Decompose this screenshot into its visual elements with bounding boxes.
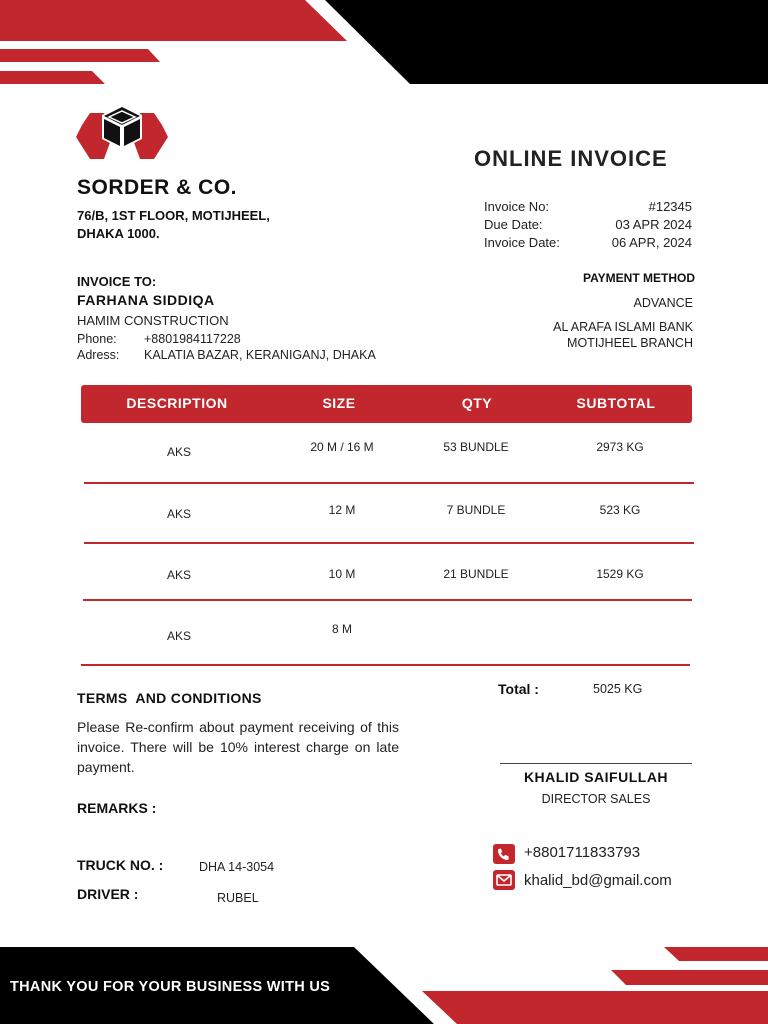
terms-text: Please Re-confirm about payment receiving of this invoice. There will be 10% interest charge on late payment. — [77, 719, 399, 775]
company-name: SORDER & CO. — [77, 176, 238, 199]
invoice-date-value: 06 APR, 2024 — [611, 235, 692, 250]
header-red-band-2 — [0, 49, 160, 62]
header-red-band-3 — [0, 71, 105, 84]
header-subtotal: SUBTOTAL — [576, 395, 656, 411]
row-description: AKS — [166, 568, 192, 582]
header-description: DESCRIPTION — [126, 395, 228, 411]
total-label: Total : — [498, 681, 539, 697]
total-value: 5025 KG — [593, 682, 643, 696]
client-address-label: Adress: — [77, 348, 120, 362]
row-subtotal: 1529 KG — [596, 567, 644, 581]
email-icon — [493, 870, 515, 890]
header-qty: QTY — [461, 395, 493, 411]
row-description: AKS — [166, 507, 192, 521]
header-size: SIZE — [322, 395, 356, 411]
client-name: FARHANA SIDDIQA — [77, 292, 215, 308]
header-red-band-1 — [0, 0, 347, 41]
row-description: AKS — [166, 445, 192, 459]
invoice-no-label: Invoice No: — [484, 199, 550, 214]
contact-phone: +8801711833793 — [524, 844, 641, 861]
signatory-role: DIRECTOR SALES — [541, 792, 651, 806]
header-decoration — [0, 0, 768, 90]
footer-red-band-3 — [422, 991, 768, 1024]
truck-no-value: DHA 14-3054 — [199, 860, 275, 874]
remarks-label: REMARKS : — [77, 800, 157, 816]
row-size: 12 M — [328, 503, 356, 517]
signature-line — [500, 763, 692, 764]
company-address — [77, 207, 270, 243]
row-divider — [83, 599, 692, 601]
row-subtotal: 2973 KG — [596, 440, 644, 454]
row-qty: 53 BUNDLE — [443, 440, 509, 454]
row-qty: 7 BUNDLE — [446, 503, 506, 517]
invoice-title: ONLINE INVOICE — [474, 146, 668, 171]
invoice-no-value: #12345 — [648, 199, 692, 214]
payment-method-value: ADVANCE — [633, 296, 693, 310]
signatory-name: KHALID SAIFULLAH — [523, 769, 669, 785]
row-qty: 21 BUNDLE — [443, 567, 509, 581]
row-size: 8 M — [331, 622, 353, 636]
client-address: KALATIA BAZAR, KERANIGANJ, DHAKA — [144, 348, 376, 362]
due-date-label: Due Date: — [484, 217, 543, 232]
row-size: 10 M — [328, 567, 356, 581]
row-divider — [84, 542, 694, 544]
company-address-line2: DHAKA 1000. — [77, 226, 160, 241]
header-black-band — [325, 0, 768, 84]
invoice-to-heading: INVOICE TO: — [77, 274, 157, 289]
row-size: 20 M / 16 M — [310, 440, 374, 454]
truck-no-label: TRUCK NO. : — [77, 857, 164, 873]
company-address-line1: 76/B, 1ST FLOOR, MOTIJHEEL, — [77, 208, 270, 223]
row-divider — [81, 664, 690, 666]
company-logo-icon — [76, 103, 168, 161]
row-divider — [84, 482, 694, 484]
terms-title: TERMS AND CONDITIONS — [77, 690, 262, 706]
client-phone: +8801984117228 — [144, 332, 241, 346]
client-phone-label: Phone: — [77, 332, 117, 346]
driver-label: DRIVER : — [77, 886, 139, 902]
bank-name: AL ARAFA ISLAMI BANK — [553, 320, 693, 334]
driver-value: RUBEL — [217, 891, 259, 905]
invoice-date-label: Invoice Date: — [484, 235, 560, 250]
contact-email[interactable]: khalid_bd@gmail.com — [524, 872, 672, 889]
due-date-value: 03 APR 2024 — [615, 217, 692, 232]
footer-thank-you: THANK YOU FOR YOUR BUSINESS WITH US — [10, 979, 331, 995]
phone-icon — [493, 844, 515, 864]
payment-method-title: PAYMENT METHOD — [582, 271, 695, 285]
client-company: HAMIM CONSTRUCTION — [77, 313, 229, 328]
footer-red-band-1 — [664, 947, 768, 961]
footer-red-band-2 — [611, 970, 768, 985]
row-subtotal: 523 KG — [599, 503, 641, 517]
row-description: AKS — [166, 629, 192, 643]
table-header — [81, 385, 692, 423]
bank-branch: MOTIJHEEL BRANCH — [567, 336, 693, 350]
